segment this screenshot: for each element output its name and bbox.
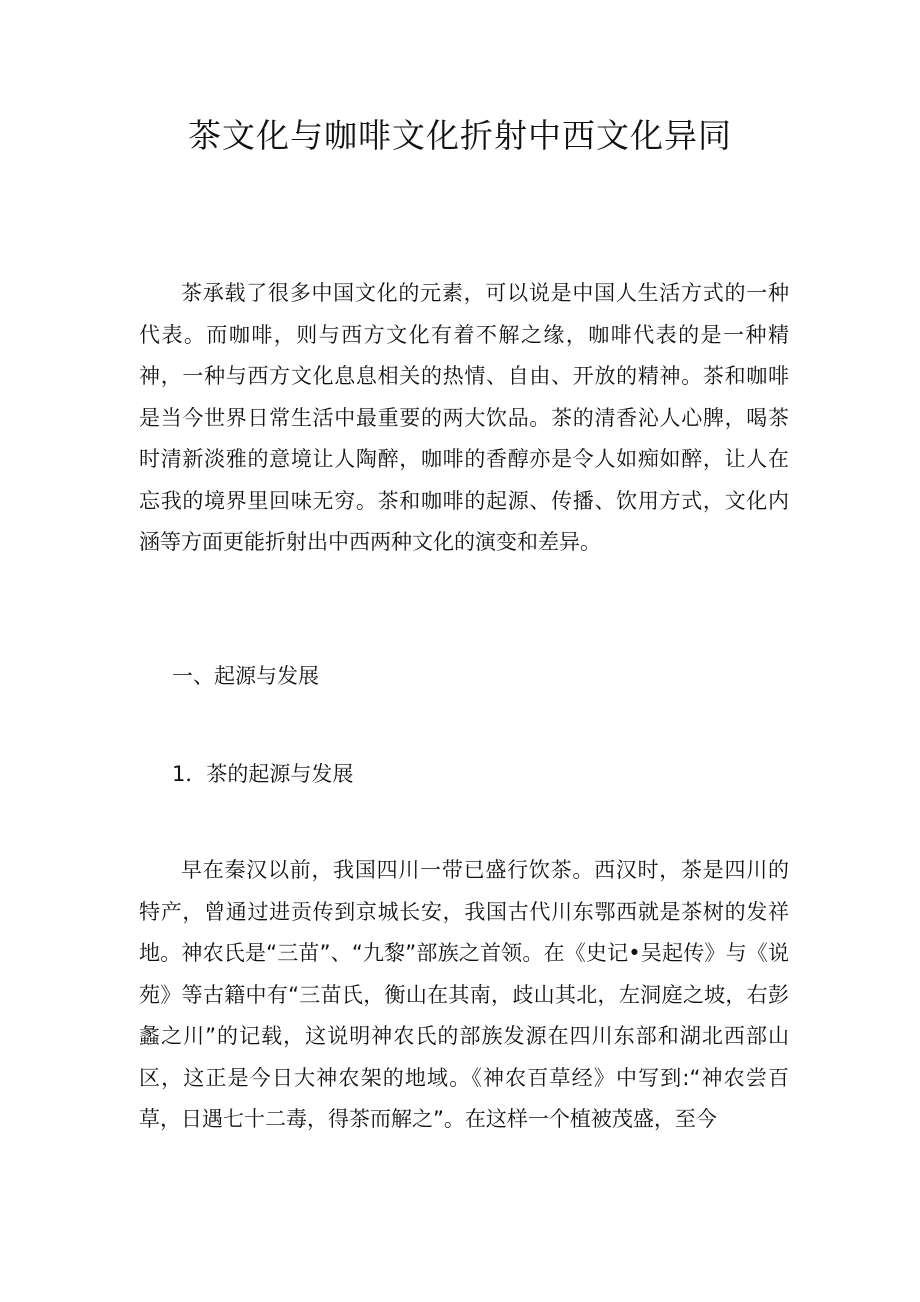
tea-origin-paragraph: 早在秦汉以前，我国四川一带已盛行饮茶。西汉时，茶是四川的特产，曾通过进贡传到京城长安，我国古代川东鄂西就是茶树的发祥地。神农氏是“三苗”、“九黎”部族之首领。在《史记•吴起传》与《说苑》等古籍中有“三苗氏，衡山在其南，歧山其北，左洞庭之坡，右彭蠡之川”的记载，这说明神农氏的部族发源在四川东部和湖北西部山区，这正是今日大神农架的地域。《神农百草经》中写到:“神农尝百草，日遇七十二毒，得茶而解之”。在这样一个植被茂盛，至今 (139, 858, 789, 1131)
intro-paragraph: 茶承载了很多中国文化的元素，可以说是中国人生活方式的一种代表。而咖啡，则与西方文化有着不解之缘，咖啡代表的是一种精神，一种与西方文化息息相关的热情、自由、开放的精神。茶和咖啡是当今世界日常生活中最重要的两大饮品。茶的清香沁人心脾，喝茶时清新淡雅的意境让人陶醉，咖啡的香醇亦是令人如痴如醉，让人在忘我的境界里回味无穷。茶和咖啡的起源、传播、饮用方式，文化内涵等方面更能折射出中西两种文化的演变和差异。 (139, 281, 789, 554)
section-heading: 一、起源与发展 (172, 664, 319, 688)
document-title: 茶文化与咖啡文化折射中西文化异同 (188, 116, 732, 155)
subsection-heading: 1．茶的起源与发展 (172, 762, 354, 786)
